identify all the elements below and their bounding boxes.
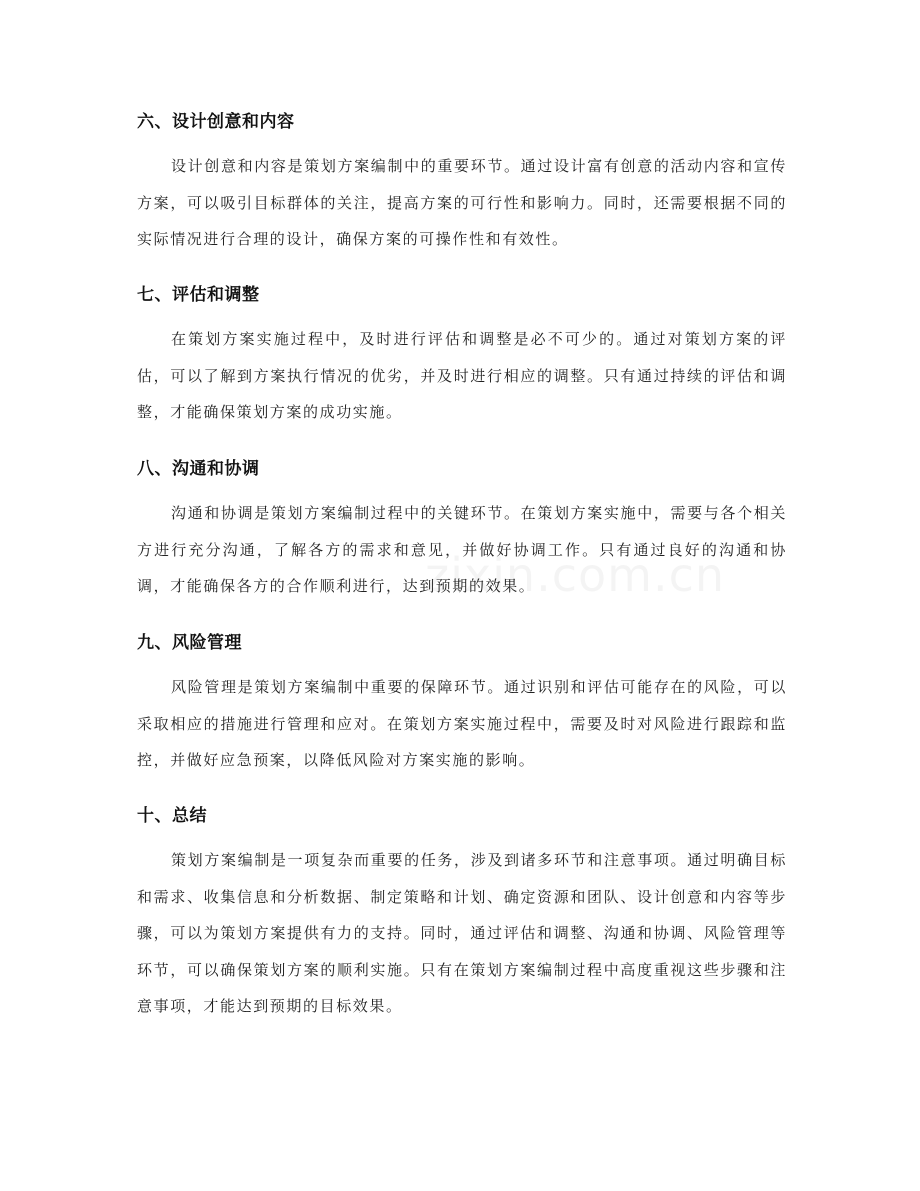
section-paragraph: 沟通和协调是策划方案编制过程中的关键环节。在策划方案实施中，需要与各个相关方进行充分沟通，了解各方的需求和意见，并做好协调工作。只有通过良好的沟通和协调，才能确保各方的合作顺利进行，达到预期的效果。 — [137, 504, 787, 595]
section-summary — [137, 804, 787, 1025]
section-heading: 七、评估和调整 — [137, 285, 260, 305]
section-heading: 六、设计创意和内容 — [137, 112, 295, 132]
section-heading: 九、风险管理 — [137, 633, 242, 653]
section-heading: 八、沟通和协调 — [137, 459, 260, 479]
section-paragraph: 设计创意和内容是策划方案编制中的重要环节。通过设计富有创意的活动内容和宣传方案，可以吸引目标群体的关注，提高方案的可行性和影响力。同时，还需要根据不同的实际情况进行合理的设计，确保方案的可操作性和有效性。 — [137, 157, 787, 248]
section-communication-coordination — [137, 457, 787, 605]
section-paragraph: 策划方案编制是一项复杂而重要的任务，涉及到诸多环节和注意事项。通过明确目标和需求、收集信息和分析数据、制定策略和计划、确定资源和团队、设计创意和内容等步骤，可以为策划方案提供有力的支持。同时，通过评估和调整、沟通和协调、风险管理等环节，可以确保策划方案的顺利实施。只有在策划方案编制过程中高度重视这些步骤和注意事项，才能达到预期的目标效果。 — [137, 851, 787, 1015]
section-evaluation-adjustment — [137, 283, 787, 431]
section-heading: 十、总结 — [137, 806, 207, 826]
section-risk-management — [137, 631, 787, 779]
section-paragraph: 在策划方案实施过程中，及时进行评估和调整是必不可少的。通过对策划方案的评估，可以了解到方案执行情况的优劣，并及时进行相应的调整。只有通过持续的评估和调整，才能确保策划方案的成功实施。 — [137, 330, 787, 421]
section-design-creativity — [137, 110, 787, 258]
section-paragraph: 风险管理是策划方案编制中重要的保障环节。通过识别和评估可能存在的风险，可以采取相应的措施进行管理和应对。在策划方案实施过程中，需要及时对风险进行跟踪和监控，并做好应急预案，以降低风险对方案实施的影响。 — [137, 678, 787, 769]
